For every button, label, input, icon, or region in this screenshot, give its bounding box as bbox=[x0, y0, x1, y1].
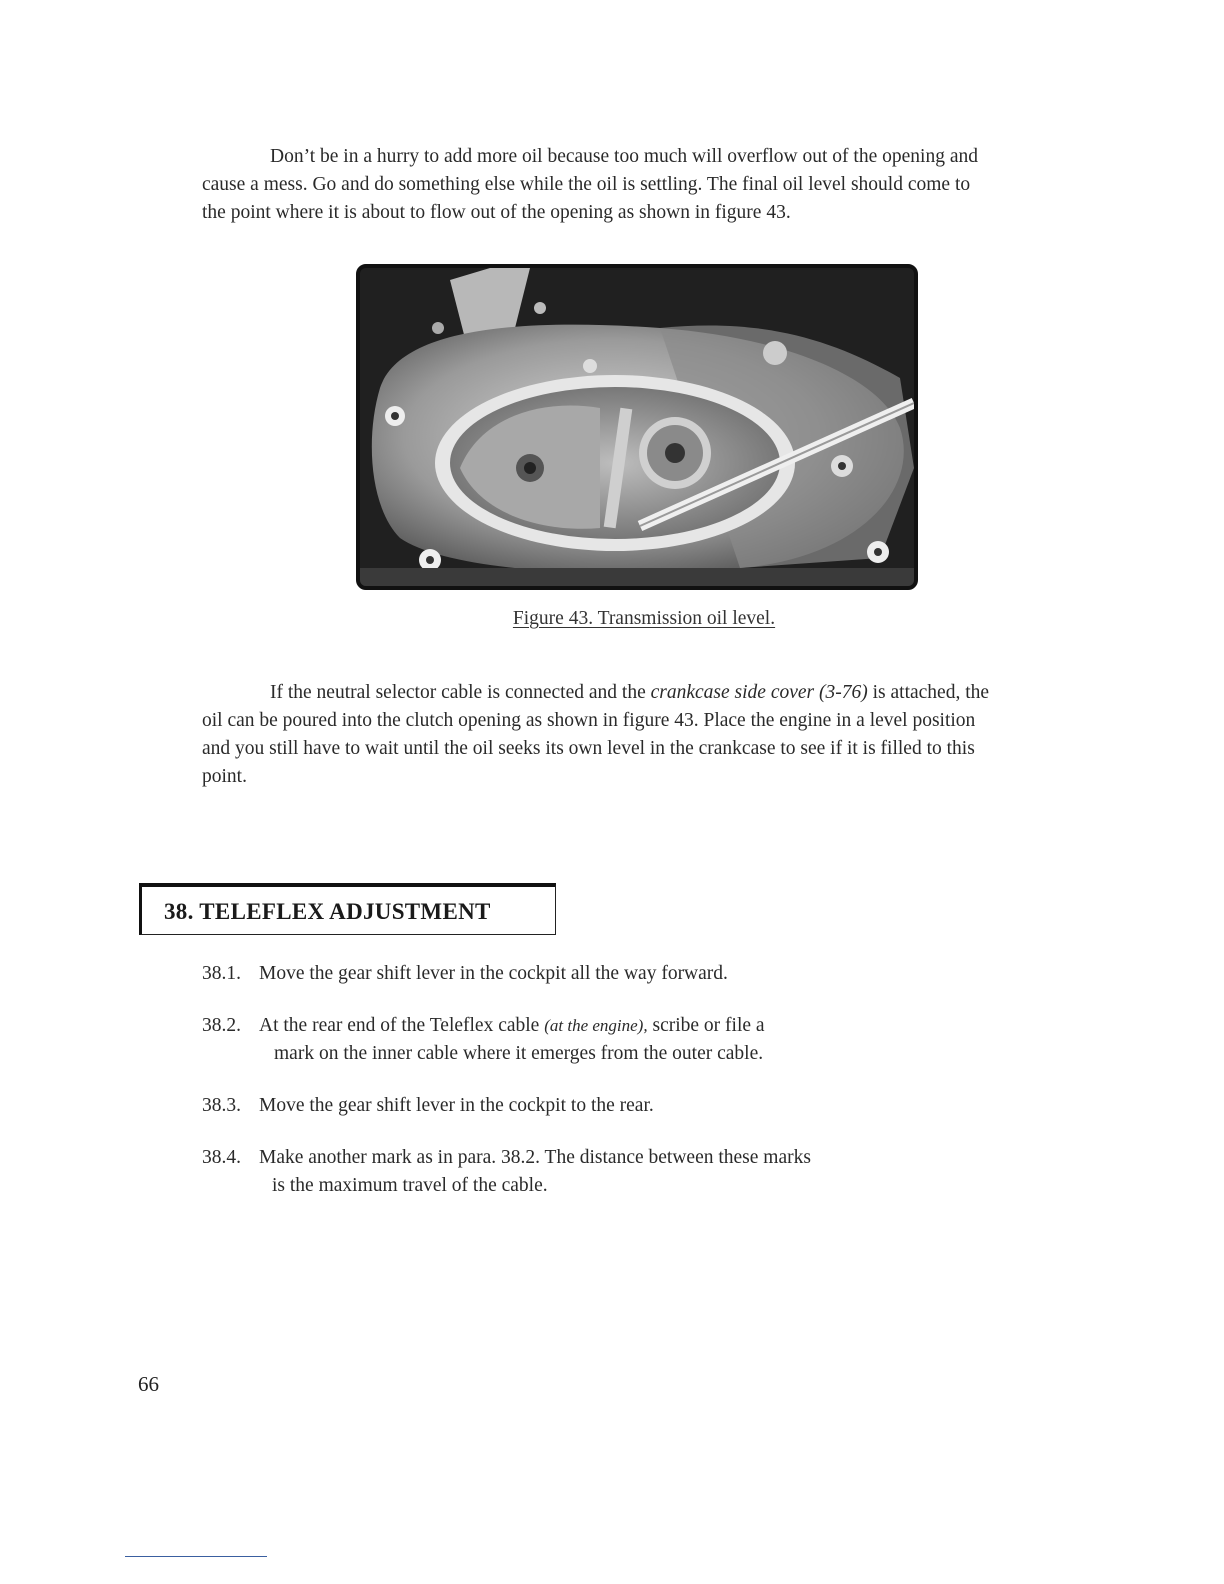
step-number: 38.1. bbox=[202, 963, 241, 984]
step-text: Move the gear shift lever in the cockpit to the rear. bbox=[259, 1095, 654, 1116]
oil-fill-text-1: If the neutral selector cable is connected and the bbox=[270, 682, 651, 703]
oil-fill-text-2: is attached, the oil can be poured into the clutch opening as shown in figure 43. Place the engine in a level position and you still have to wait until the oil seeks its own level in the crankcase to see if it is filled to this point. bbox=[202, 682, 990, 787]
page-number: 66 bbox=[138, 1372, 159, 1396]
figure-43-photo bbox=[356, 264, 918, 590]
step-text-continued: mark on the inner cable where it emerges from the outer cable. bbox=[274, 1043, 764, 1064]
step-38-2 bbox=[202, 1012, 962, 1068]
step-38-4 bbox=[202, 1144, 962, 1200]
engine-reference: (at the engine), bbox=[544, 1016, 648, 1035]
step-text: At the rear end of the Teleflex cable bbox=[259, 1015, 545, 1036]
step-38-1 bbox=[202, 960, 962, 988]
step-text: Make another mark as in para. 38.2. The distance between these marks bbox=[259, 1147, 811, 1168]
crankcase-cover-reference: crankcase side cover (3-76) bbox=[650, 682, 868, 703]
oil-fill-paragraph bbox=[202, 679, 992, 791]
step-number: 38.4. bbox=[202, 1147, 241, 1168]
step-number: 38.3. bbox=[202, 1095, 241, 1116]
step-number: 38.2. bbox=[202, 1015, 241, 1036]
footnote-rule bbox=[125, 1556, 267, 1557]
section-heading-box bbox=[139, 883, 556, 935]
figure-caption: Figure 43. Transmission oil level. bbox=[512, 608, 776, 629]
engine-crankcase-photo bbox=[360, 268, 914, 586]
section-title: 38. TELEFLEX ADJUSTMENT bbox=[164, 899, 491, 924]
step-38-3 bbox=[202, 1092, 962, 1120]
step-text: scribe or file a bbox=[647, 1015, 765, 1036]
intro-paragraph bbox=[202, 143, 992, 227]
step-text-continued: is the maximum travel of the cable. bbox=[272, 1175, 548, 1196]
intro-paragraph-text: Don’t be in a hurry to add more oil because too much will overflow out of the opening and cause a mess. Go and do something else while the oil is settling. The final oil level should come to the point where it is about to flow out of the opening as shown in figure 43. bbox=[202, 146, 978, 223]
procedure-steps bbox=[202, 960, 962, 1224]
step-text: Move the gear shift lever in the cockpit all the way forward. bbox=[259, 963, 728, 984]
